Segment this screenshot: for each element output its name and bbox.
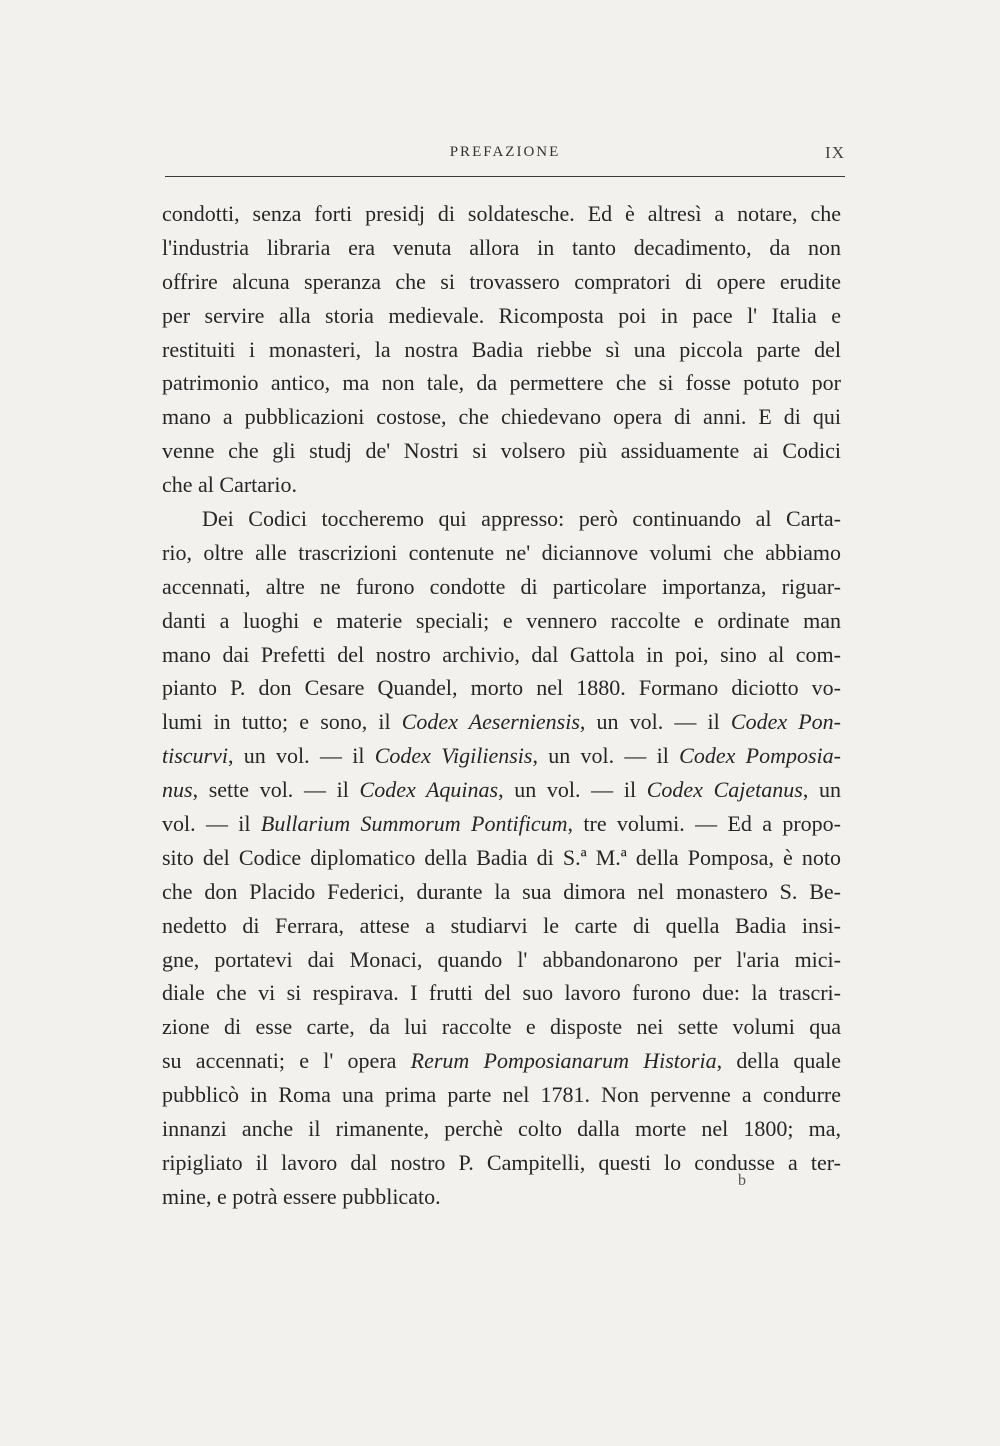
text-span: , un vol. — il xyxy=(532,743,680,769)
text-line: danti a luoghi e materie speciali; e vennero raccolte e ordinate man xyxy=(162,607,841,633)
text-line: per servire alla storia medievale. Ricomposta poi in pace l' Italia e xyxy=(162,302,841,328)
text-span: su accennati; e l' opera xyxy=(162,1048,411,1074)
text-line: l'industria libraria era venuta allora in tanto decadimento, da non xyxy=(162,234,841,260)
text-line: venne che gli studj de' Nostri si volsero più assiduamente ai Codici xyxy=(162,438,841,464)
text-line: ripigliato il lavoro dal nostro P. Campitelli, questi lo condusse a ter- xyxy=(162,1149,841,1175)
text-span: , un xyxy=(802,777,841,803)
text-line: nedetto di Ferrara, attese a studiarvi le carte di quella Badia insi- xyxy=(162,912,841,938)
italic-title: nus xyxy=(162,777,193,803)
text-line: accennati, altre ne furono condotte di particolare importanza, riguar- xyxy=(162,573,841,599)
text-span: vol. — il xyxy=(162,811,261,837)
italic-title: Rerum Pomposianarum Historia xyxy=(410,1048,717,1074)
header-rule xyxy=(165,176,845,177)
text-line: diale che vi si respirava. I frutti del suo lavoro furono due: la trascri- xyxy=(162,980,841,1006)
text-line: restituiti i monasteri, la nostra Badia riebbe sì una piccola parte del xyxy=(162,336,841,362)
paragraph-1 xyxy=(162,197,841,502)
italic-title: Bullarium Summorum Pontificum xyxy=(260,811,568,837)
page-body xyxy=(162,197,841,1214)
text-line xyxy=(162,773,841,807)
italic-title: Codex Aquinas xyxy=(359,777,499,803)
text-line xyxy=(162,1044,841,1078)
text-line: che al Cartario. xyxy=(162,472,297,498)
italic-title: Codex Aeserniensis xyxy=(401,709,580,735)
text-line: gne, portatevi dai Monaci, quando l' abbandonarono per l'aria mici- xyxy=(162,946,841,972)
page-header xyxy=(165,144,845,178)
text-line: condotti, senza forti presidj di soldatesche. Ed è altresì a notare, che xyxy=(162,201,841,226)
text-span: , tre volumi. — Ed a propo- xyxy=(567,811,841,837)
italic-title: Codex Pon- xyxy=(730,709,842,735)
text-line: mano dai Prefetti del nostro archivio, dal Gattola in poi, sino al com- xyxy=(162,641,841,667)
text-line: sito del Codice diplomatico della Badia di S.ª M.ª della Pomposa, è noto xyxy=(162,844,841,870)
text-line: Dei Codici toccheremo qui appresso: però continuando al Carta- xyxy=(202,506,841,532)
text-span: , un vol. — il xyxy=(579,709,731,735)
text-line: pianto P. don Cesare Quandel, morto nel 1880. Formano diciotto vo- xyxy=(162,675,841,701)
paragraph-2 xyxy=(162,502,841,1214)
text-span: , un vol. — il xyxy=(228,743,375,769)
italic-title: Codex Cajetanus xyxy=(646,777,803,803)
text-span: lumi in tutto; e sono, il xyxy=(162,709,402,735)
text-line: rio, oltre alle trascrizioni contenute ne' diciannove volumi che abbiamo xyxy=(162,539,841,565)
italic-title: Codex Vigiliensis xyxy=(374,743,533,769)
text-span: , della quale xyxy=(716,1048,841,1074)
text-line: offrire alcuna speranza che si trovassero compratori di opere erudite xyxy=(162,268,841,294)
italic-title: Codex Pomposia- xyxy=(679,743,841,769)
text-line: innanzi anche il rimanente, perchè colto dalla morte nel 1800; ma, xyxy=(162,1116,841,1142)
running-head: PREFAZIONE xyxy=(449,144,561,160)
text-line: mine, e potrà essere pubblicato. xyxy=(162,1183,441,1209)
text-line: patrimonio antico, ma non tale, da permettere che si fosse potuto por xyxy=(162,370,841,396)
text-span: , sette vol. — il xyxy=(192,777,360,803)
text-line: mano a pubblicazioni costose, che chiedevano opera di anni. E di qui xyxy=(162,404,841,430)
text-line xyxy=(162,807,841,841)
text-line: che don Placido Federici, durante la sua dimora nel monastero S. Be- xyxy=(162,878,841,904)
signature-mark: b xyxy=(738,1172,746,1189)
text-span: , un vol. — il xyxy=(498,777,647,803)
text-line xyxy=(162,739,841,773)
page-number: IX xyxy=(825,143,845,162)
italic-title: tiscurvi xyxy=(162,743,228,769)
text-line: zione di esse carte, da lui raccolte e disposte nei sette volumi qua xyxy=(162,1014,841,1040)
text-line xyxy=(162,705,841,739)
text-line: pubblicò in Roma una prima parte nel 1781. Non pervenne a condurre xyxy=(162,1082,841,1108)
